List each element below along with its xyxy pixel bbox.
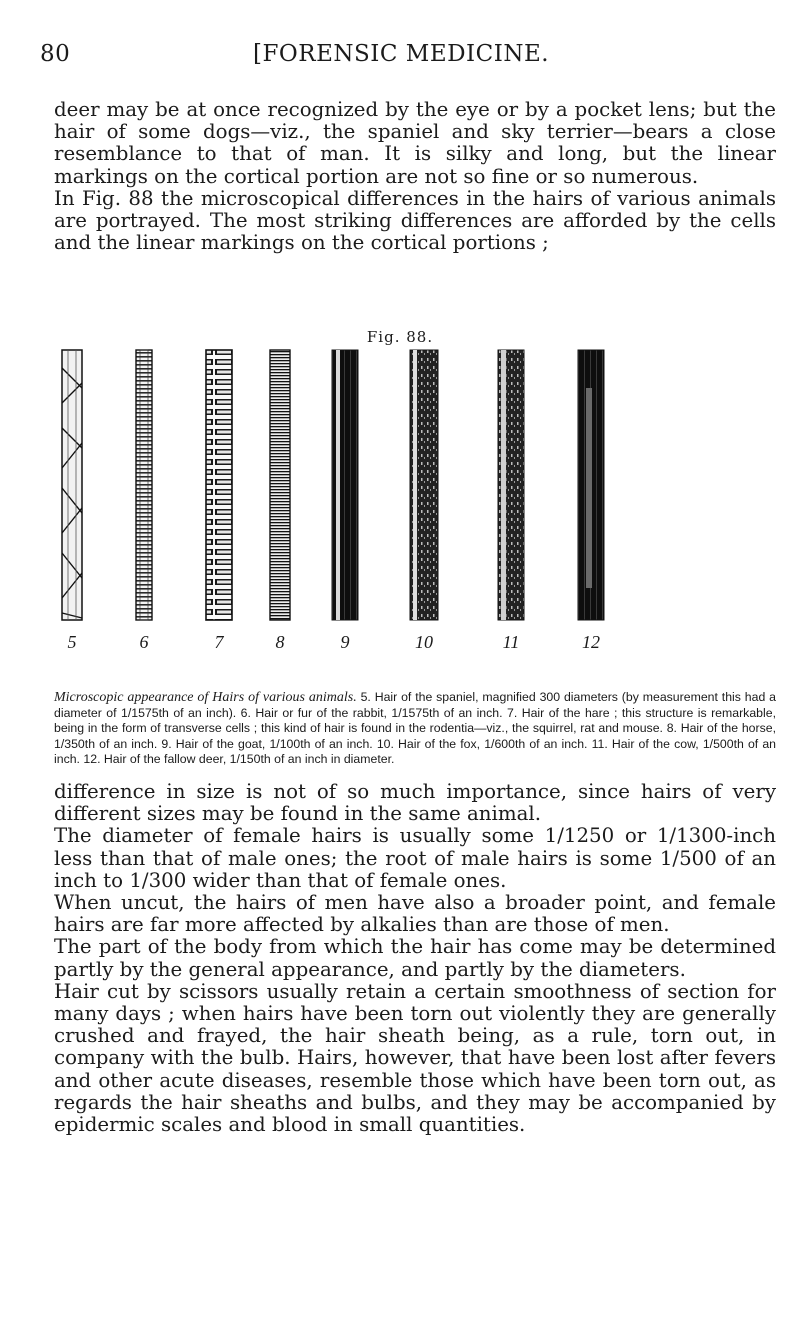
figure-numbers — [68, 632, 601, 652]
figure-number-11: 11 — [502, 632, 520, 652]
figure-number-10: 10 — [415, 632, 433, 652]
hair-sample-9 — [332, 350, 358, 620]
paragraph-2: The diameter of female hairs is usually some 1/1250 or 1/1300-inch less than that of male ones; the root of male hairs is some 1/500 of an inch to 1/300 wider than that of female ones. — [54, 824, 776, 892]
paragraph-3: When uncut, the hairs of men have also a broader point, and female hairs are far more affected by alkalies than are those of men. — [54, 891, 776, 937]
paragraph-1: difference in size is not of so much importance, since hairs of very different sizes may be found in the same animal. — [54, 780, 776, 826]
bottom-text-block — [54, 781, 776, 1136]
caption-text: 5. Hair of the spaniel, magnified 300 diameters (by measurement this had a diameter of 1/1575th of an inch). 6. Hair or fur of the rabbit, 1/1575th of an inch. 7. Hair of the hare ; this structure is remarkable, being in the form of transverse cells ; this kind of hair is found in the rodentia—viz., the squirrel, rat and mouse. 8. Hair of the horse, 1/350th of an inch. 9. Hair of the goat, 1/100th of an inch. 10. Hair of the fox, 1/600th of an inch. 11. Hair of the cow, 1/500th of an inch. 12. Hair of the fallow deer, 1/150th of an inch in diameter. — [54, 690, 776, 767]
hair-sample-11 — [498, 350, 524, 620]
hair-sample-12 — [578, 350, 604, 620]
paragraph-continued: deer may be at once recognized by the eye or by a pocket lens; but the hair of some dogs—viz., the spaniel and sky terrier—bears a close resemblance to that of man. It is silky and long, but the linear markings on the cortical portion are not so fine or so numerous. — [54, 98, 776, 188]
figure-number-5: 5 — [67, 632, 77, 652]
paragraph-5: Hair cut by scissors usually retain a certain smoothness of section for many days ; when hairs have been torn out violently they are generally crushed and frayed, the hair sheath being, as a rule, torn out, in company with the bulb. Hairs, however, that have been lost after fevers and other acute diseases, resemble those which have been torn out, as regards the hair sheaths and bulbs, and they may be accompanied by epidermic scales and blood in small quantities. — [54, 979, 776, 1137]
hair-sample-5 — [62, 350, 82, 620]
hair-sample-7 — [206, 350, 232, 620]
hair-sample-8 — [270, 350, 290, 620]
figure-number-12: 12 — [582, 632, 600, 652]
paragraph-fig-intro: In Fig. 88 the microscopical differences in the hairs of various animals are portrayed. The most striking differences are afforded by the cells and the linear markings on the cortical portions ; — [54, 186, 776, 255]
running-title: [FORENSIC MEDICINE. — [253, 41, 550, 67]
figure-caption — [54, 690, 776, 768]
figure-number-9: 9 — [340, 632, 350, 652]
caption-lead: Microscopic appearance of Hairs of various animals. — [54, 690, 357, 705]
page-number: 80 — [40, 41, 71, 67]
figure-number-7: 7 — [214, 632, 224, 652]
figure-number-8: 8 — [275, 632, 285, 652]
hair-figure — [54, 348, 754, 688]
paragraph-4: The part of the body from which the hair has come may be determined partly by the general appearance, and partly by the diameters. — [54, 935, 776, 981]
top-text-block — [54, 99, 776, 254]
figure-number-6: 6 — [139, 632, 149, 652]
hair-sample-6 — [136, 350, 152, 620]
hair-sample-10 — [410, 350, 438, 620]
figure-label: Fig. 88. — [366, 328, 434, 346]
